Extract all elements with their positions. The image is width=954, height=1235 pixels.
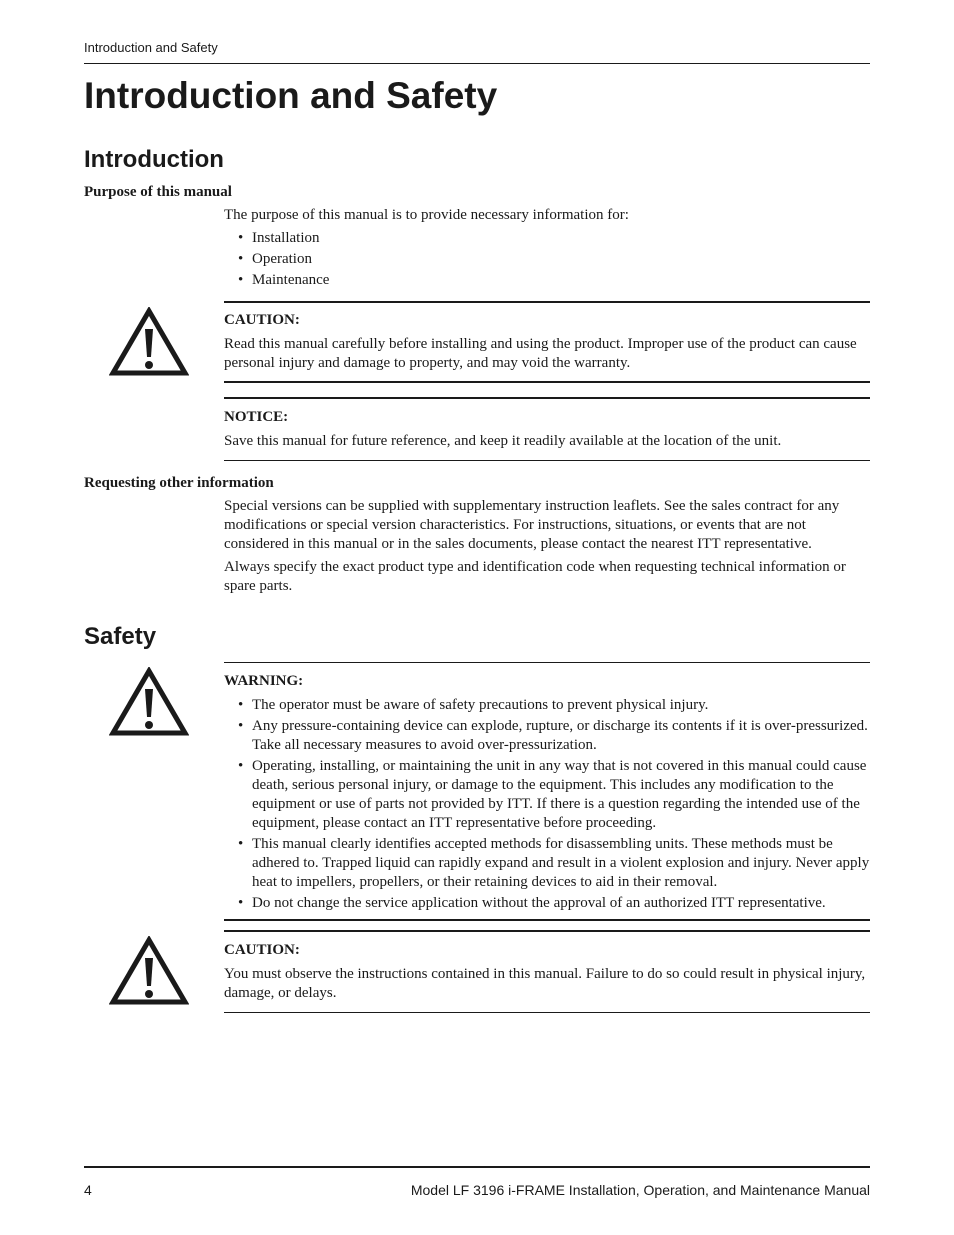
caution-label: CAUTION:: [224, 942, 300, 958]
purpose-intro: The purpose of this manual is to provide necessary information for:: [224, 207, 629, 223]
notice-bottom-rule: [224, 460, 870, 461]
warning-triangle-icon: [109, 667, 189, 737]
list-item: • Installation: [224, 229, 870, 248]
list-item: • Operating, installing, or maintaining the unit in any way that is not covered in this manual could cause death, serious personal injury, or damage to the equipment. This includes any modification to the equipment or use of parts not provided by ITT. If there is a question regarding the intended use of the equipment, please contact an ITT representative before proceeding.: [224, 757, 870, 833]
header-rule: [84, 63, 870, 64]
notice-label: NOTICE:: [224, 409, 289, 425]
purpose-list: [224, 229, 870, 290]
caution-box-safety: [224, 941, 870, 1007]
manual-title: Model LF 3196 i-FRAME Installation, Operation, and Maintenance Manual: [410, 1182, 870, 1198]
list-item: • This manual clearly identifies accepted methods for disassembling units. These methods must be adhered to. Trapped liquid can rapidly expand and result in a violent explosion and injury. Never apply heat to impellers, propellers, or their retaining devices to aid in their removal.: [224, 835, 870, 892]
requesting-section: [224, 497, 870, 600]
warning-box: [224, 672, 870, 915]
page-title: Introduction and Safety: [84, 75, 498, 116]
warning-triangle-icon: [109, 307, 189, 377]
warning-list: [224, 696, 870, 913]
introduction-heading: Introduction: [84, 146, 224, 173]
caution-bottom-rule: [224, 381, 870, 383]
caution-text: Read this manual carefully before installing and using the product. Improper use of the product can cause personal injury and damage to property, and may void the warranty.: [224, 336, 857, 371]
list-item: • Operation: [224, 250, 870, 269]
requesting-paragraph: Special versions can be supplied with supplementary instruction leaflets. See the sales contract for any modifications or special version characteristics. For instructions, situations, or events that are not considered in this manual or in the sales documents, please contact the nearest ITT representative.: [224, 498, 840, 552]
caution-text: You must observe the instructions contained in this manual. Failure to do so could result in physical injury, damage, or delays.: [224, 966, 866, 1001]
requesting-heading: Requesting other information: [84, 475, 274, 491]
running-header: Introduction and Safety: [84, 40, 218, 55]
caution-box-intro: [224, 311, 870, 377]
notice-top-rule: [224, 397, 870, 399]
page-number: 4: [84, 1182, 92, 1198]
safety-heading: Safety: [84, 623, 157, 650]
caution-label: CAUTION:: [224, 312, 300, 328]
purpose-section: [224, 206, 870, 292]
warning-label: WARNING:: [224, 673, 304, 689]
warning-top-rule: [224, 662, 870, 663]
purpose-heading: Purpose of this manual: [84, 184, 232, 200]
warning-triangle-icon: [109, 936, 189, 1006]
caution2-bottom-rule: [224, 1012, 870, 1013]
footer-rule: [84, 1166, 870, 1168]
notice-box: [224, 408, 870, 455]
requesting-paragraph: Always specify the exact product type and identification code when requesting technical information or spare parts.: [224, 559, 846, 594]
caution-top-rule: [224, 301, 870, 303]
list-item: • The operator must be aware of safety precautions to prevent physical injury.: [224, 696, 870, 715]
caution2-top-rule: [224, 930, 870, 932]
list-item: • Any pressure-containing device can explode, rupture, or discharge its contents if it is over-pressurized. Take all necessary measures to avoid over-pressurization.: [224, 717, 870, 755]
list-item: • Maintenance: [224, 271, 870, 290]
warning-bottom-rule: [224, 919, 870, 921]
list-item: • Do not change the service application without the approval of an authorized ITT representative.: [224, 894, 870, 913]
notice-text: Save this manual for future reference, and keep it readily available at the location of the unit.: [224, 433, 782, 449]
